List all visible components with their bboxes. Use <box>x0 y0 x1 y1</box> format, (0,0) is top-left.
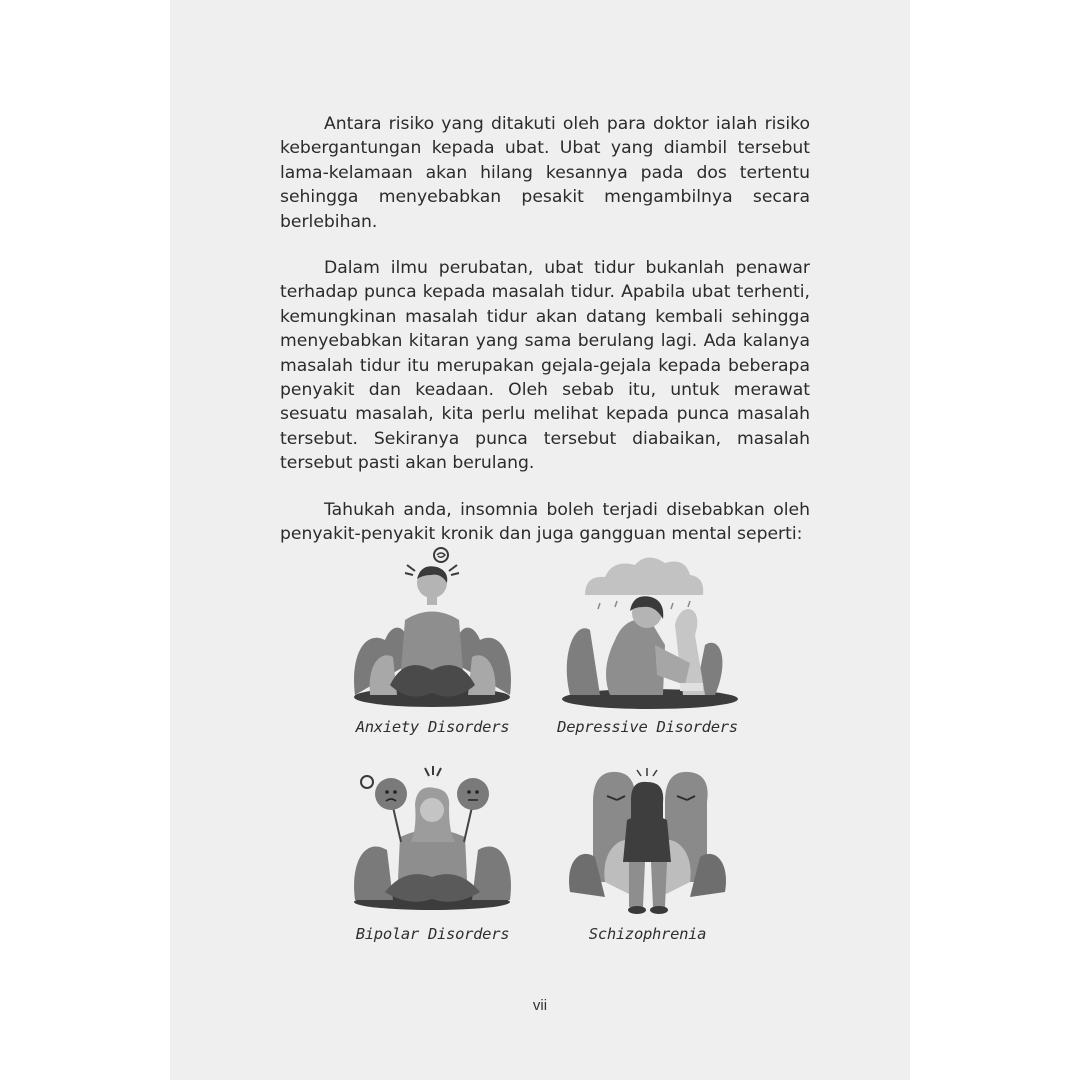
paragraph-1: Antara risiko yang ditakuti oleh para doktor ialah risiko kebergantungan kepada ubat. Ubat yang diambil tersebut lama-kelamaan akan hilang kesannya pada dos tertentu sehingga menyebabkan pesakit mengambilnya secara berlebihan. <box>280 114 810 232</box>
person-holding-mood-faces-illustration <box>345 762 520 912</box>
figure-schizophrenia <box>565 762 730 962</box>
figure-anxiety <box>345 545 520 745</box>
figure-bipolar <box>345 762 520 962</box>
person-with-shadow-figures-illustration <box>565 762 730 922</box>
body-text <box>280 112 810 569</box>
paragraph-3: Tahukah anda, insomnia boleh terjadi disebabkan oleh penyakit-penyakit kronik dan juga gangguan mental seperti: <box>280 499 810 545</box>
depressed-person-under-rain-cloud-illustration <box>555 545 740 715</box>
anxious-person-illustration <box>345 545 520 715</box>
paragraph-2: Dalam ilmu perubatan, ubat tidur bukanlah penawar terhadap punca kepada masalah tidur. Apabila ubat terhenti, kemungkinan masalah tidur akan datang kembali sehingga menyebabkan kitaran yang sama berulang lagi. Ada kalanya masalah tidur itu merupakan gejala-gejala kepada beberapa penyakit dan keadaan. Oleh sebab itu, untuk merawat sesuatu masalah, kita perlu melihat kepada punca masalah tersebut. Sekiranya punca tersebut diabaikan, masalah tersebut pasti akan berulang. <box>280 258 810 474</box>
figure-depressive <box>555 545 740 745</box>
caption-schizophrenia: Schizophrenia <box>588 925 707 943</box>
book-page <box>170 0 910 1080</box>
page-number: vii <box>532 997 548 1014</box>
caption-depressive: Depressive Disorders <box>557 718 738 736</box>
caption-bipolar: Bipolar Disorders <box>355 925 510 943</box>
caption-anxiety: Anxiety Disorders <box>355 718 510 736</box>
